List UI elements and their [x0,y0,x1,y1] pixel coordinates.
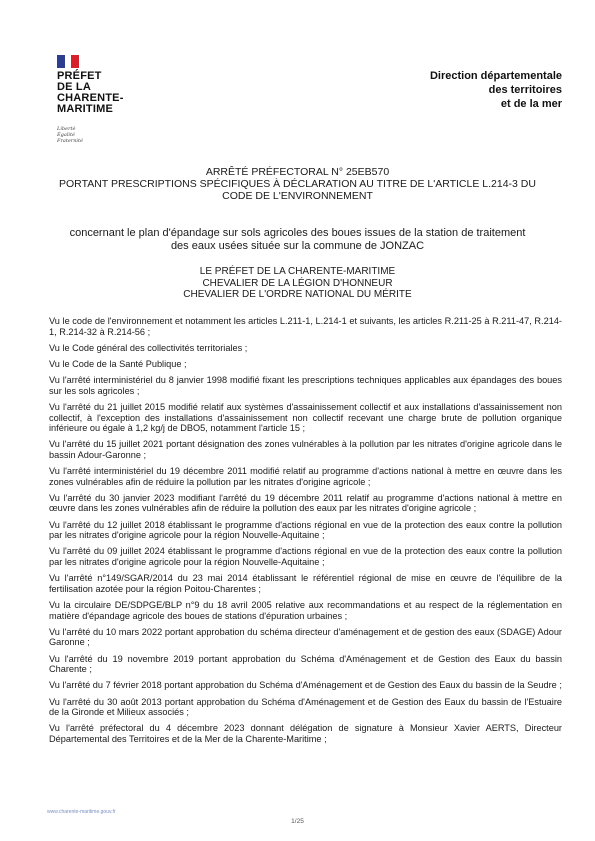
motto-line: Liberté [57,126,76,132]
republic-motto [57,126,83,144]
decree-title [30,166,565,202]
prefecture-website-link[interactable]: www.charente-maritime.gouv.fr [47,809,116,815]
authority-line: CHEVALIER DE LA LÉGION D'HONNEUR [202,277,393,289]
direction-line: et de la mer [500,98,562,110]
considerant-item: Vu l'arrêté du 7 février 2018 portant approbation du Schéma d'Aménagement et de Gestion des Eaux du bassin de la Seudre ; [49,680,562,691]
decree-number: ARRÊTÉ PRÉFECTORAL N° 25EB570 [205,166,390,178]
subject-line: concernant le plan d'épandage sur sols agricoles des boues issues de la station de traitement [69,227,526,239]
considerant-item: Vu le Code de la Santé Publique ; [49,358,187,369]
considerant-item: Vu l'arrêté du 12 juillet 2018 établissant le programme d'actions régional en vue de la protection des eaux contre la pollution par les nitrates d'origine agricole pour la région Nouvelle-Aquitaine ; [49,519,562,541]
considerant-item: Vu l'arrêté du 10 mars 2022 portant approbation du schéma directeur d'aménagement et de gestion des eaux (SDAGE) Adour Garonne ; [49,626,562,648]
considerant-item: Vu l'arrêté du 09 juillet 2024 établissant le programme d'actions régional en vue de la protection des eaux contre la pollution par les nitrates d'origine agricole pour la région Nouvelle-Aquitaine ; [49,546,562,568]
considerant-item: Vu l'arrêté interministériel du 8 janvier 1998 modifié fixant les prescriptions techniques applicables aux épandages des boues sur les sols agricoles ; [49,375,562,396]
considerant-item: Vu l'arrêté interministériel du 19 décembre 2011 modifié relatif au programme d'actions national à mettre en œuvre dans les zones vulnérables afin de réduire la pollution par les nitrates d'origine agricole ; [49,466,562,487]
considerant-item: Vu le Code général des collectivités territoriales ; [49,342,248,353]
considerant-item: Vu l'arrêté n°149/SGAR/2014 du 23 mai 2014 établissant le référentiel régional de mise en œuvre de l'équilibre de la fertilisation azotée pour la région Poitou-Charentes ; [49,573,562,594]
considerant-item: Vu l'arrêté du 30 août 2013 portant approbation du Schéma d'Aménagement et de Gestion des Eaux du bassin de l'Estuaire de la Gironde et Milieux associés ; [49,696,562,718]
page-number: 1/25 [291,818,304,825]
marianne-flag-icon [57,55,79,68]
authority-block [30,266,565,301]
prefet-line: MARITIME [57,103,113,115]
decree-title-line: CODE DE L'ENVIRONNEMENT [222,190,373,202]
considerant-item: Vu le code de l'environnement et notamment les articles L.211-1, L.214-1 et suivants, les articles R.211-25 à R.211-47, R.214-1, R.214-32 à R.214-56 ; [49,316,562,337]
motto-line: Fraternité [57,138,83,144]
direction-line: Direction départementale [429,70,562,82]
prefet-line: PRÉFET [57,70,102,82]
motto-line: Égalité [57,132,75,138]
issuing-direction [362,69,562,111]
subject-line: des eaux usées située sur la commune de JONZAC [170,240,425,252]
authority-line: LE PRÉFET DE LA CHARENTE-MARITIME [199,266,396,277]
decree-subject [30,227,565,253]
considerant-item: Vu l'arrêté du 19 novembre 2019 portant approbation du Schéma d'Aménagement et de Gestion des Eaux du bassin Charente ; [49,653,562,675]
considerants-list [49,316,562,750]
considerant-item: Vu l'arrêté du 30 janvier 2023 modifiant l'arrêté du 19 décembre 2011 relatif au programme d'actions national à mettre en œuvre dans les zones vulnérables afin de réduire la pollution des eaux par les nitrates d'origine agricole ; [49,492,562,514]
prefecture-logo-text [57,71,124,115]
authority-line: CHEVALIER DE L'ORDRE NATIONAL DU MÉRITE [183,289,412,300]
considerant-item: Vu l'arrêté du 15 juillet 2021 portant désignation des zones vulnérables à la pollution par les nitrates d'origine agricole dans le bassin Adour-Garonne ; [49,439,562,460]
direction-line: des territoires [488,84,562,96]
considerant-item: Vu l'arrêté du 21 juillet 2015 modifié relatif aux systèmes d'assainissement collectif et aux installations d'assainissement non collectif, à l'exception des installations d'assainissement non collectif recevant une charge brute de pollution organique inférieure ou égale à 1,2 kg/j de DBO5, notamment l'article 15 ; [49,401,562,434]
considerant-item: Vu l'arrêté préfectoral du 4 décembre 2023 donnant délégation de signature à Monsieur Xavier AERTS, Directeur Départemental des Territoires et de la Mer de la Charente-Maritime ; [49,723,562,744]
decree-title-line: PORTANT PRESCRIPTIONS SPÉCIFIQUES À DÉCLARATION AU TITRE DE L'ARTICLE L.214-3 DU [59,178,536,190]
prefet-line: DE LA [57,81,91,93]
considerant-item: Vu la circulaire DE/SDPGE/BLP n°9 du 18 avril 2005 relative aux recommandations et au respect de la réglementation en matière d'épandage agricole des boues de stations d'épuration urbaines ; [49,600,562,621]
prefet-line: CHARENTE- [57,92,124,104]
